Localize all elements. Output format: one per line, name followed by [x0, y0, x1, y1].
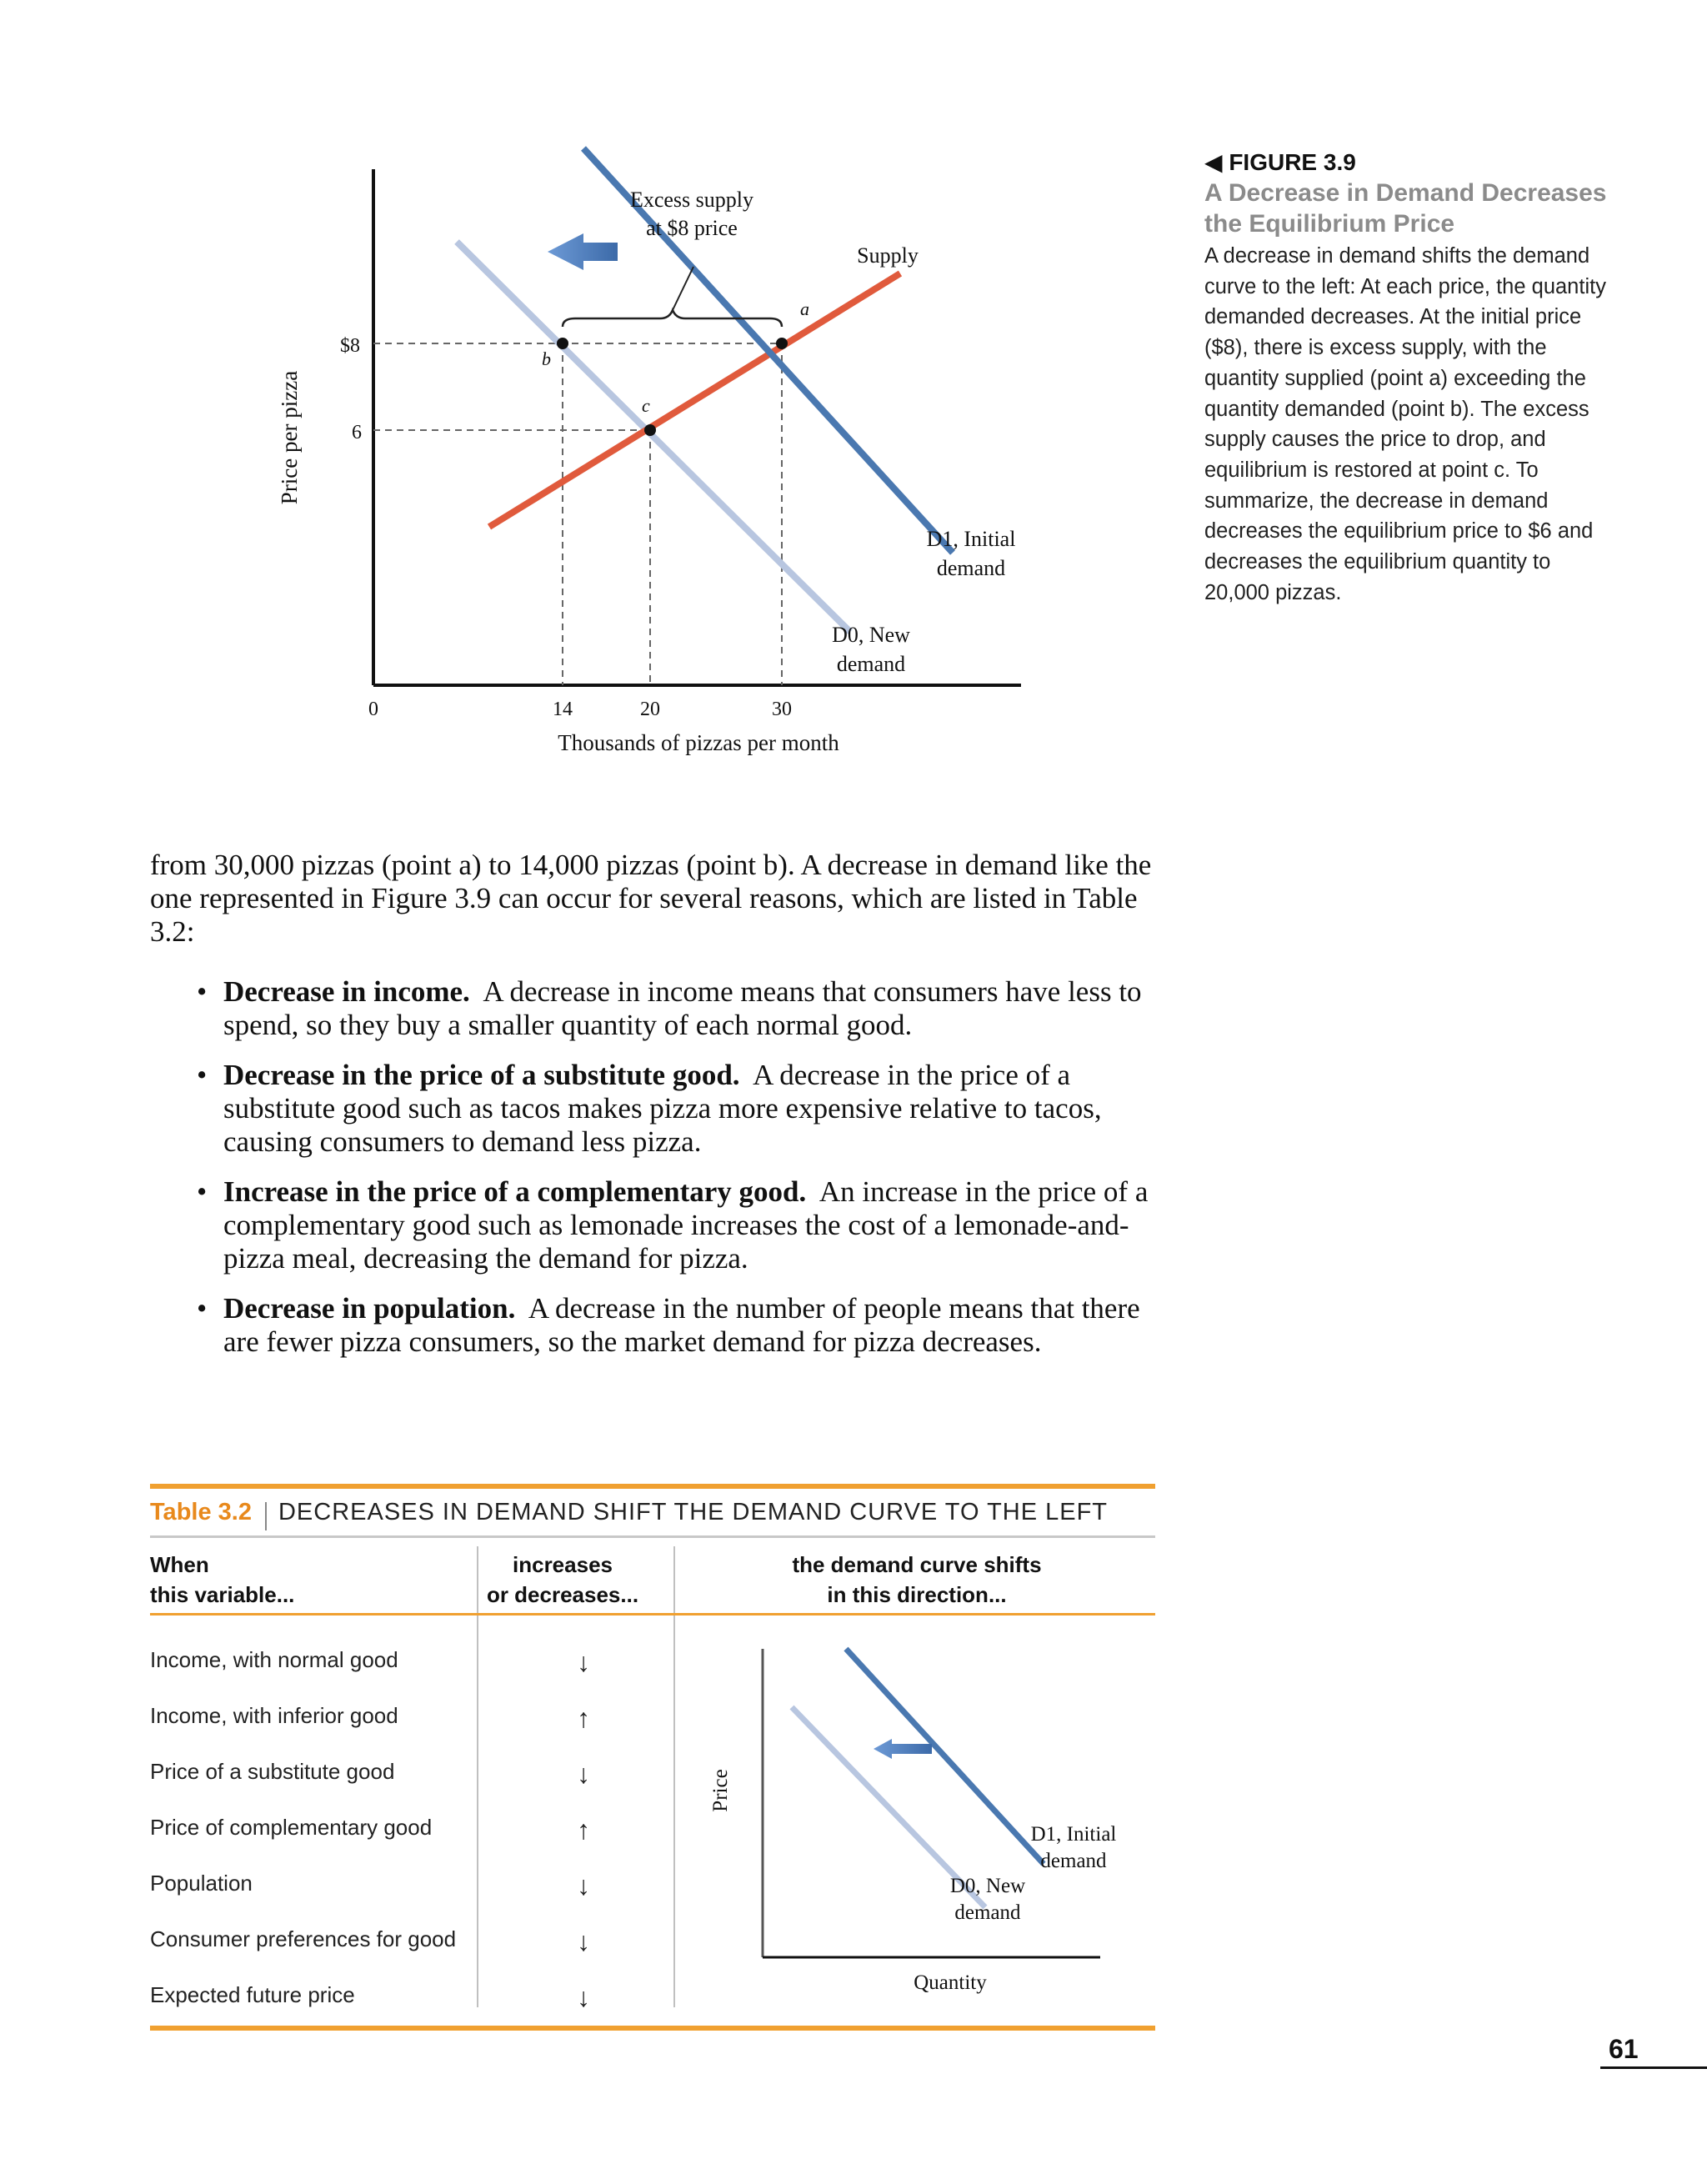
mini-y-label: Price [709, 1769, 732, 1812]
mini-demand-chart [700, 1615, 1155, 2007]
y-tick-6: 6 [352, 422, 362, 443]
mini-shift-arrow-icon [874, 1739, 932, 1759]
mini-d1-curve [846, 1649, 1044, 1864]
list-item [150, 1059, 1154, 1159]
row-arrow: ↑ [577, 1815, 590, 1845]
figure-label: ◀ FIGURE 3.9 [1204, 149, 1356, 175]
point-b [557, 338, 568, 349]
point-a [776, 338, 788, 349]
title-separator [265, 1502, 267, 1530]
d0-label-2: demand [836, 652, 906, 676]
table-row [150, 1982, 617, 2016]
mini-d0-label-2: demand [954, 1901, 1021, 1924]
d0-new-demand-curve [457, 242, 850, 632]
col-header-direction: the demand curve shifts in this direction... [792, 1552, 1042, 1607]
y-axis-label: Price per pizza [277, 370, 302, 505]
figure-caption [1204, 148, 1613, 608]
x-axis-label: Thousands of pizzas per month [558, 730, 839, 755]
point-c [644, 424, 656, 436]
supply-label: Supply [857, 243, 919, 268]
chart-svg [267, 133, 1050, 784]
row-arrow: ↑ [577, 1703, 590, 1733]
body-text [150, 849, 1154, 1375]
table-body [150, 1615, 1155, 2039]
bullet-heading: Increase in the price of a complementary good. [223, 1175, 807, 1208]
table-row [150, 1647, 617, 1681]
d1-label-1: D1, Initial [926, 527, 1016, 551]
table-header [150, 1538, 1155, 1615]
list-item [150, 975, 1154, 1042]
d1-label-2: demand [936, 556, 1006, 580]
header-divider [673, 1546, 675, 1613]
table-row [150, 1815, 617, 1848]
bullet-text: An increase in the price of a complementary good such as lemonade increases the cost of a lemonade-and-pizza meal, decreasing the demand for pizza. [223, 1175, 1149, 1275]
y-tick-8: $8 [340, 335, 360, 357]
bullet-icon: • [197, 1175, 208, 1208]
col-header-change: increases or decreases... [486, 1552, 639, 1607]
list-item [150, 1175, 1154, 1275]
mini-d0-label-1: D0, New [949, 1875, 1026, 1897]
x-tick-14: 14 [553, 699, 573, 720]
row-arrow: ↓ [577, 1926, 590, 1956]
point-b-label: b [542, 348, 551, 369]
mini-d1-label-1: D1, Initial [1030, 1823, 1117, 1846]
bullet-icon: • [197, 975, 208, 1008]
bullet-heading: Decrease in the price of a substitute good. [223, 1059, 740, 1091]
row-variable: Population [150, 1871, 253, 1896]
row-arrow: ↓ [577, 1759, 590, 1789]
x-tick-0: 0 [368, 699, 378, 720]
row-arrow: ↓ [577, 1982, 590, 2012]
table-row [150, 1871, 617, 1904]
shift-left-arrow-icon [548, 233, 618, 270]
row-variable: Consumer preferences for good [150, 1926, 457, 1951]
row-variable: Price of complementary good [150, 1815, 433, 1840]
excess-supply-label-1: Excess supply [629, 188, 754, 212]
table-title [150, 1489, 1155, 1538]
caption-triangle-icon: ◀ [1204, 149, 1229, 175]
list-item [150, 1292, 1154, 1359]
table-bottom-rule [150, 2026, 1155, 2031]
bullet-text: A decrease in the price of a substitute good such as tacos makes pizza more expensive relative to tacos, causing consumers to demand less pizza. [223, 1059, 1102, 1158]
page-number: 61 [1600, 2034, 1707, 2069]
x-tick-30: 30 [772, 699, 792, 720]
bullet-icon: • [197, 1059, 208, 1091]
row-variable: Expected future price [150, 1982, 355, 2007]
bullet-heading: Decrease in population. [223, 1292, 516, 1325]
table-title-text: DECREASES IN DEMAND SHIFT THE DEMAND CURVE TO THE LEFT [278, 1498, 1109, 1525]
d0-label-1: D0, New [832, 623, 910, 647]
reason-list [150, 975, 1154, 1359]
figure-3-9-chart [267, 133, 1050, 784]
table-row [150, 1759, 617, 1792]
table-row [150, 1926, 617, 1960]
supply-curve [489, 273, 900, 527]
bullet-text: A decrease in the number of people means that there are fewer pizza consumers, so the market demand for pizza decreases. [223, 1292, 1140, 1358]
row-variable: Price of a substitute good [150, 1759, 395, 1784]
row-arrow: ↓ [577, 1871, 590, 1901]
bullet-text: A decrease in income means that consumers have less to spend, so they buy a smaller quantity of each normal good. [223, 975, 1142, 1041]
x-tick-20: 20 [640, 699, 660, 720]
row-variable: Income, with inferior good [150, 1703, 398, 1728]
page-number-rule [1600, 2066, 1707, 2069]
intro-paragraph: from 30,000 pizzas (point a) to 14,000 pizzas (point b). A decrease in demand like the one represented in Figure 3.9 can occur for several reasons, which are listed in Table 3.2: [150, 849, 1152, 948]
row-arrow: ↓ [577, 1647, 590, 1677]
mini-x-label: Quantity [914, 1971, 987, 1994]
figure-description: A decrease in demand shifts the demand curve to the left: At each price, the quantity demanded decreases. At the initial price ($8), there is excess supply, with the quantity supplied (point a) exceeding the quantity demanded (point b). The excess supply causes the price to drop, and equilibrium is restored at point c. To summarize, the decrease in demand decreases the equilibrium price to $6 and decreases the equilibrium quantity to 20,000 pizzas. [1204, 244, 1606, 604]
point-c-label: c [642, 395, 650, 416]
mini-d1-label-2: demand [1040, 1850, 1107, 1872]
excess-supply-label-2: at $8 price [646, 216, 738, 240]
point-a-label: a [800, 298, 809, 319]
bullet-icon: • [197, 1292, 208, 1325]
excess-supply-pointer [673, 267, 693, 310]
excess-supply-brace [563, 310, 782, 327]
header-divider [477, 1546, 478, 1613]
bullet-heading: Decrease in income. [223, 975, 470, 1008]
table-number: Table 3.2 [150, 1498, 252, 1525]
col-header-variable: When this variable... [150, 1552, 295, 1607]
table-row [150, 1703, 617, 1736]
figure-title: A Decrease in Demand Decreases the Equilibrium Price [1204, 179, 1607, 238]
row-variable: Income, with normal good [150, 1647, 398, 1672]
body-divider [673, 1615, 675, 2007]
table-3-2 [150, 1484, 1155, 2039]
